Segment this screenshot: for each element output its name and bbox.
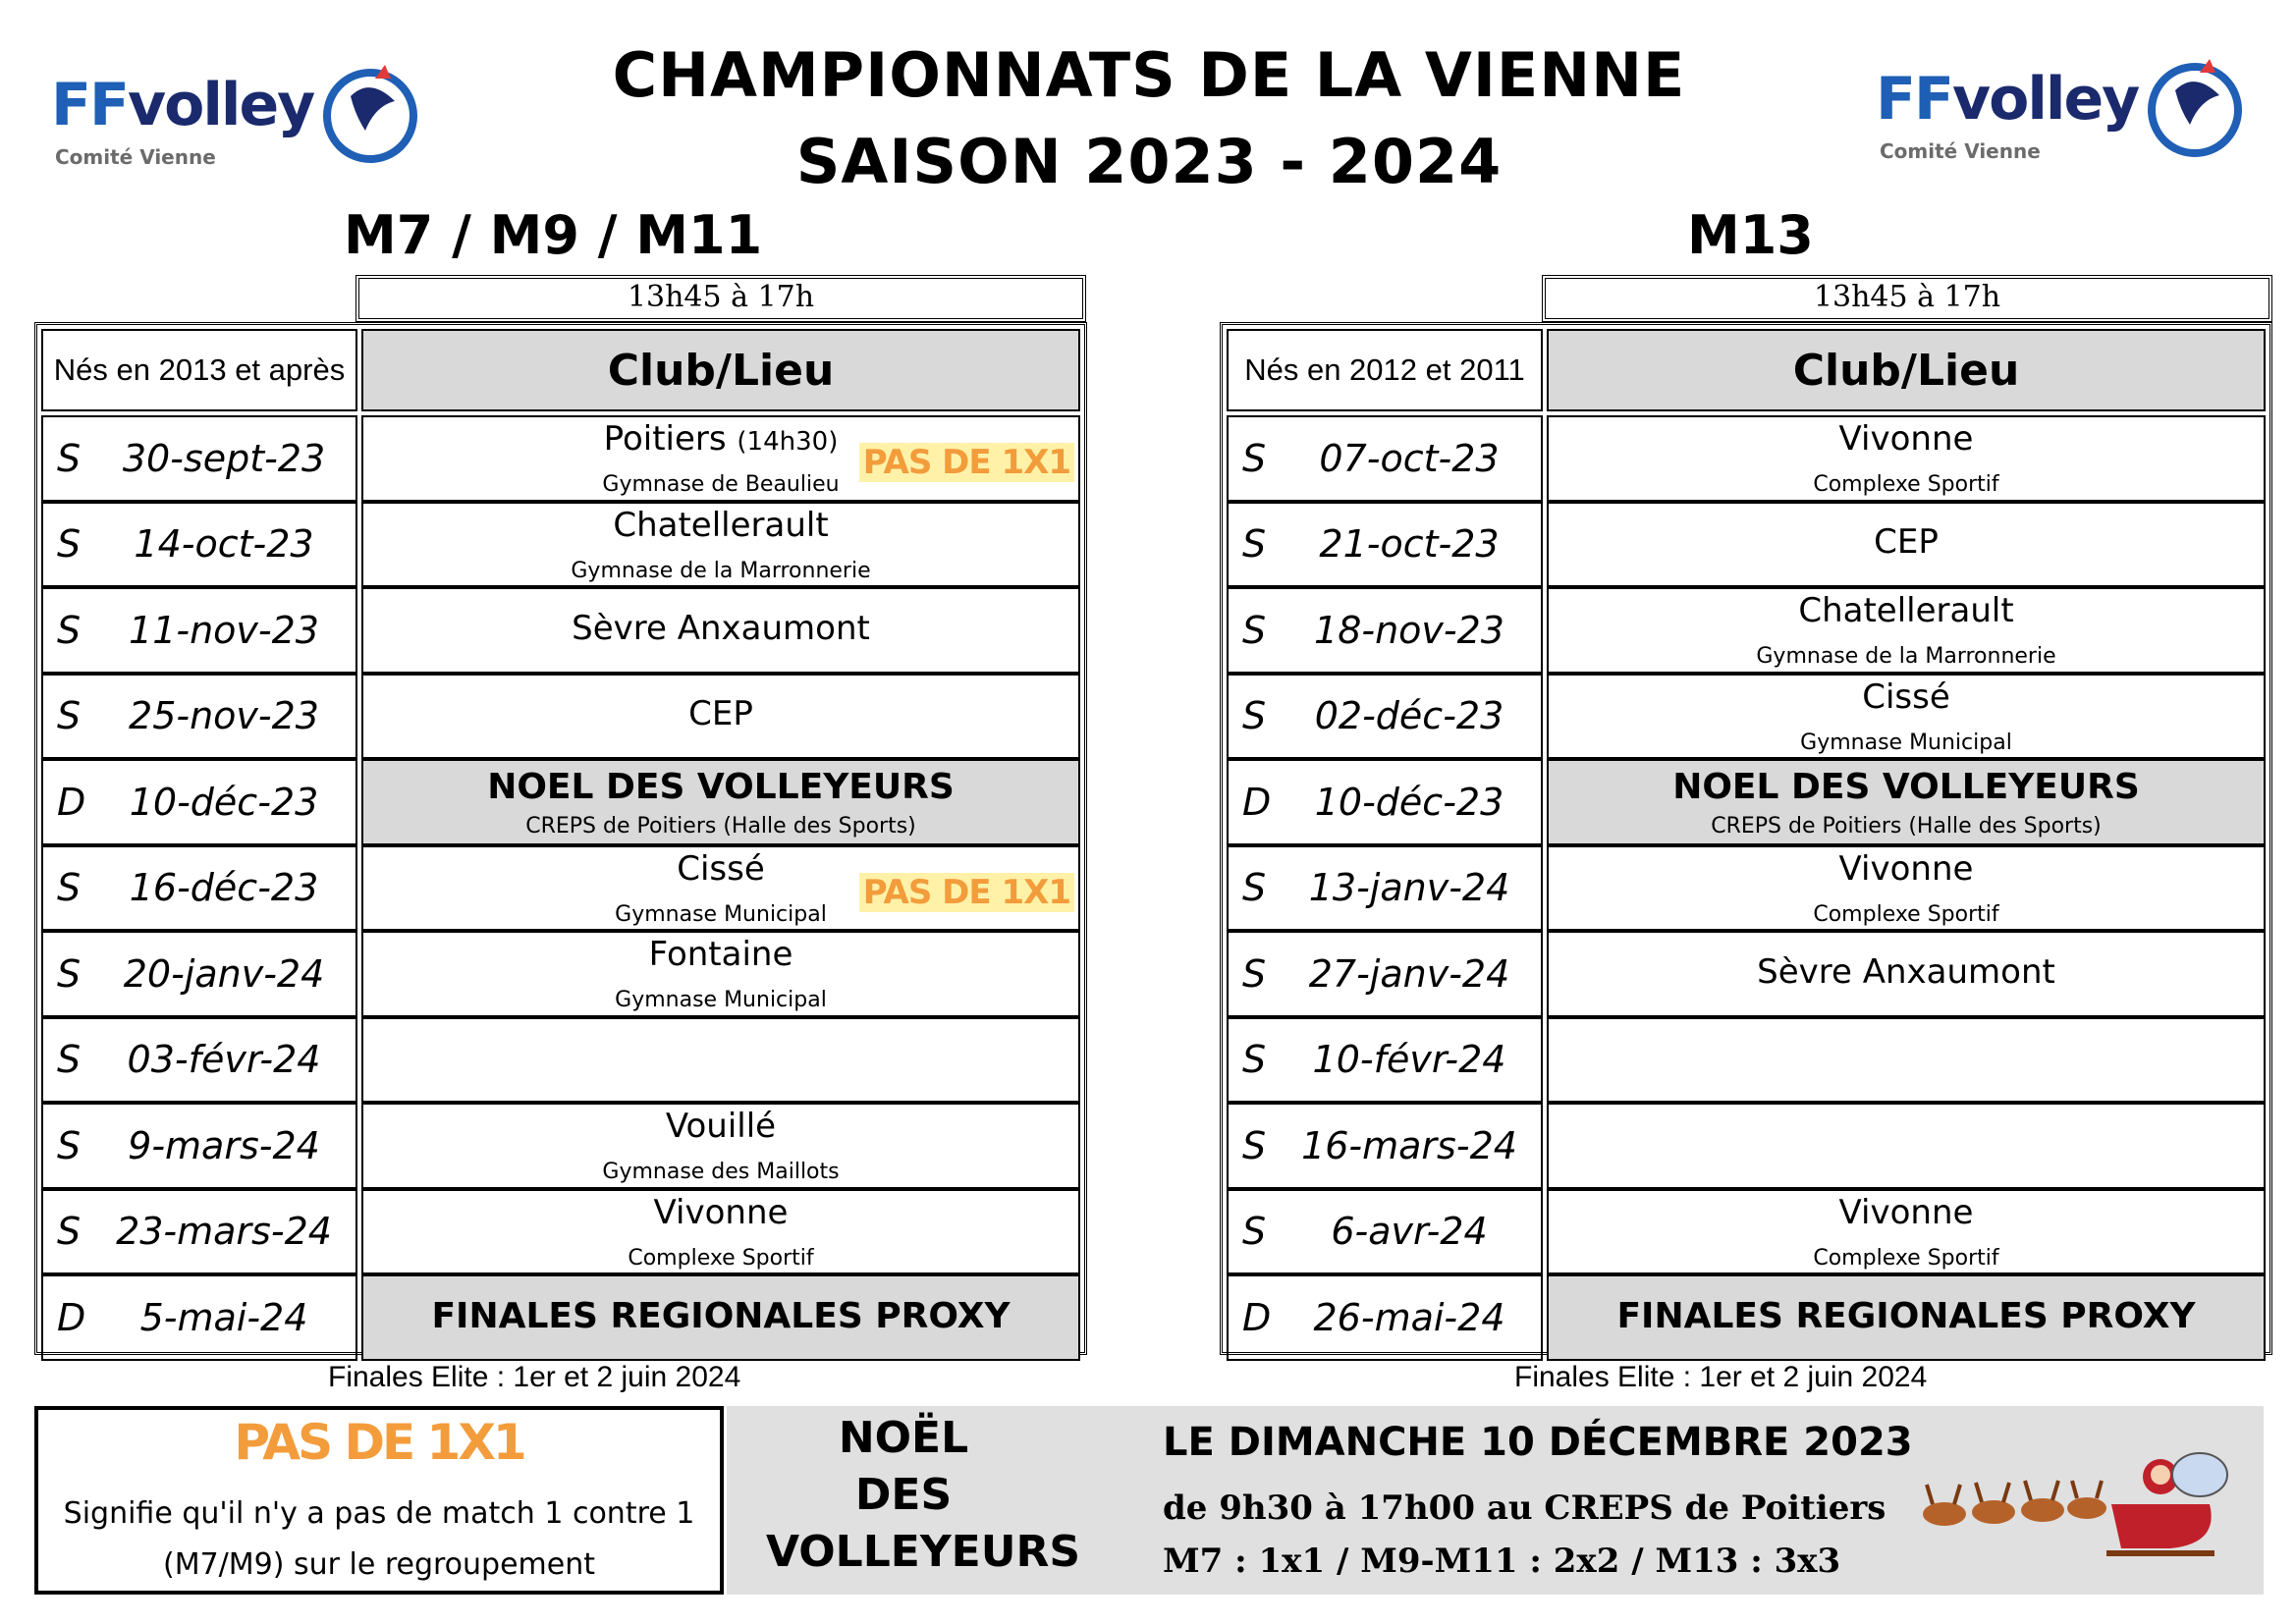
day-letter: S [1242, 1123, 1267, 1167]
date-cell [41, 1274, 357, 1361]
day-letter: S [57, 866, 82, 910]
venue-cell [1547, 931, 2266, 1017]
legend-line-2: (M7/M9) sur le regroupement [162, 1547, 595, 1582]
venue-name: Gymnase de la Marronnerie [571, 558, 871, 583]
day-letter: S [57, 522, 82, 567]
rooster-emblem-icon [316, 57, 424, 165]
noel-banner [727, 1406, 2264, 1595]
date-cell [41, 674, 357, 760]
club-name: Cissé [1862, 677, 1950, 717]
season-title: SAISON 2023 - 2024 [795, 126, 1503, 197]
date-text: 16-déc-23 [129, 866, 319, 910]
day-letter: S [57, 608, 82, 652]
club-name: Cissé [677, 848, 765, 889]
venue-cell [1547, 1017, 2266, 1104]
day-letter: S [1242, 1038, 1267, 1082]
elite-note-right: Finales Elite : 1er et 2 juin 2024 [1514, 1361, 1928, 1393]
venue-cell [1547, 1189, 2266, 1275]
born-header: Nés en 2012 et 2011 [1227, 329, 1543, 411]
date-cell [1227, 845, 1543, 932]
club-name: Vivonne [1838, 848, 1974, 889]
club-name: Vouillé [665, 1107, 777, 1146]
club-name: Vivonne [653, 1192, 789, 1232]
date-text: 10-févr-24 [1312, 1038, 1506, 1082]
venue-name: Complexe Sportif [1813, 472, 1999, 497]
date-text: 18-nov-23 [1314, 608, 1504, 652]
date-text: 5-mai-24 [139, 1295, 308, 1339]
hours-left: 13h45 à 17h [355, 275, 1086, 322]
date-text: 10-déc-23 [1314, 780, 1504, 824]
noel-title-1: NOËL [838, 1413, 969, 1463]
date-cell [1227, 674, 1543, 760]
date-text: 11-nov-23 [129, 608, 319, 652]
legend-line-1: Signifie qu'il n'y a pas de match 1 contre 1 [63, 1496, 695, 1531]
date-text: 13-janv-24 [1308, 866, 1510, 910]
day-letter: S [1242, 1210, 1267, 1254]
date-cell [41, 845, 357, 932]
day-letter: D [57, 1295, 86, 1339]
venue-cell [1547, 845, 2266, 932]
schedule-left [34, 322, 1087, 1355]
logo-wordmark: FFvolley [1876, 65, 2139, 134]
date-text: 02-déc-23 [1314, 694, 1504, 738]
venue-cell [1547, 674, 2266, 760]
venue-name: Complexe Sportif [1813, 1245, 1999, 1271]
ffvolley-logo-left [51, 57, 424, 175]
date-cell [1227, 1189, 1543, 1275]
venue-cell [361, 759, 1080, 845]
venue-cell [361, 502, 1080, 588]
venue-name: Gymnase de Beaulieu [602, 472, 840, 497]
club-header: Club/Lieu [361, 329, 1080, 411]
date-cell [1227, 1017, 1543, 1104]
date-text: 9-mars-24 [128, 1123, 320, 1167]
venue-cell [361, 931, 1080, 1017]
pas-de-1x1-badge: PAS DE 1X1 [859, 443, 1074, 482]
venue-cell [361, 1189, 1080, 1275]
club-name: Vivonne [1838, 1192, 1974, 1232]
venue-name: CREPS de Poitiers (Halle des Sports) [525, 814, 916, 839]
time-note: (14h30) [737, 427, 839, 457]
venue-name: Gymnase de la Marronnerie [1756, 644, 2056, 669]
venue-cell [1547, 587, 2266, 674]
venue-name: CREPS de Poitiers (Halle des Sports) [1711, 814, 2102, 839]
noel-time-place: de 9h30 à 17h00 au CREPS de Poitiers [1163, 1489, 1886, 1528]
club-name: Fontaine [648, 935, 793, 974]
date-cell [1227, 759, 1543, 845]
day-letter: S [57, 436, 82, 480]
venue-name: Gymnase Municipal [615, 988, 827, 1012]
club-name: Vivonne [1838, 419, 1974, 459]
born-header: Nés en 2013 et après [41, 329, 357, 411]
club-name: Chatellerault [1798, 591, 2014, 630]
date-cell [41, 415, 357, 502]
day-letter: S [1242, 951, 1267, 996]
date-cell [1227, 415, 1543, 502]
ffvolley-logo-right [1876, 51, 2249, 169]
pas-de-1x1-badge: PAS DE 1X1 [859, 873, 1074, 912]
finals-title: FINALES REGIONALES PROXY [1616, 1296, 2196, 1336]
day-letter: S [1242, 694, 1267, 738]
venue-name: Gymnase Municipal [615, 901, 827, 927]
logo-subtitle: Comité Vienne [55, 145, 216, 169]
date-cell [1227, 1274, 1543, 1361]
venue-cell [361, 587, 1080, 674]
date-text: 23-mars-24 [116, 1210, 332, 1254]
venue-name: Complexe Sportif [1813, 901, 1999, 927]
day-letter: D [1242, 1295, 1272, 1339]
date-cell [1227, 1103, 1543, 1189]
venue-cell [361, 674, 1080, 760]
venue-cell [361, 1017, 1080, 1104]
venue-name: Gymnase des Maillots [602, 1160, 840, 1184]
date-cell [41, 1017, 357, 1104]
date-text: 10-déc-23 [129, 780, 319, 824]
logo-subtitle: Comité Vienne [1880, 139, 2041, 163]
date-cell [41, 1103, 357, 1189]
day-letter: D [1242, 780, 1272, 824]
pas-de-1x1-label: PAS DE 1X1 [234, 1414, 524, 1471]
category-right: M13 [1687, 204, 1814, 266]
venue-cell [361, 845, 1080, 932]
day-letter: S [1242, 866, 1267, 910]
venue-cell [361, 415, 1080, 502]
hours-right: 13h45 à 17h [1542, 275, 2272, 322]
date-text: 03-févr-24 [127, 1038, 321, 1082]
noel-formats: M7 : 1x1 / M9-M11 : 2x2 / M13 : 3x3 [1163, 1542, 1841, 1581]
day-letter: S [57, 951, 82, 996]
date-cell [41, 587, 357, 674]
date-text: 07-oct-23 [1319, 436, 1500, 480]
date-text: 25-nov-23 [129, 694, 319, 738]
venue-cell [1547, 502, 2266, 588]
venue-cell [1547, 1274, 2266, 1361]
date-cell [1227, 587, 1543, 674]
club-name: Poitiers (14h30) [603, 419, 839, 459]
date-text: 14-oct-23 [134, 522, 314, 567]
club-name: Sèvre Anxaumont [572, 608, 870, 648]
venue-cell [1547, 1103, 2266, 1189]
category-left: M7 / M9 / M11 [344, 204, 763, 266]
date-text: 21-oct-23 [1319, 522, 1500, 567]
date-text: 27-janv-24 [1308, 951, 1510, 996]
finals-title: FINALES REGIONALES PROXY [431, 1296, 1011, 1336]
date-cell [41, 502, 357, 588]
club-name: CEP [1874, 522, 1939, 563]
day-letter: S [1242, 608, 1267, 652]
venue-cell [361, 1274, 1080, 1361]
date-cell [41, 931, 357, 1017]
santa-sleigh-icon [1915, 1435, 2239, 1573]
noel-event-title: NOEL DES VOLLEYEURS [1672, 767, 2140, 807]
date-cell [41, 1189, 357, 1275]
venue-name: Complexe Sportif [628, 1245, 814, 1271]
noel-title-2: DES [854, 1470, 953, 1520]
noel-event-title: NOEL DES VOLLEYEURS [487, 767, 955, 807]
day-letter: D [57, 780, 86, 824]
date-text: 30-sept-23 [122, 436, 326, 480]
noel-date: LE DIMANCHE 10 DÉCEMBRE 2023 [1163, 1420, 1913, 1465]
club-name: Chatellerault [613, 505, 829, 545]
venue-cell [1547, 759, 2266, 845]
schedule-right [1220, 322, 2272, 1355]
day-letter: S [57, 1210, 82, 1254]
elite-note-left: Finales Elite : 1er et 2 juin 2024 [328, 1361, 741, 1393]
day-letter: S [57, 694, 82, 738]
logo-wordmark: FFvolley [51, 71, 314, 139]
day-letter: S [57, 1123, 82, 1167]
venue-name: Gymnase Municipal [1800, 730, 2012, 755]
date-cell [1227, 502, 1543, 588]
date-text: 6-avr-24 [1331, 1210, 1488, 1254]
date-cell [41, 759, 357, 845]
date-text: 26-mai-24 [1313, 1295, 1505, 1339]
venue-cell [1547, 415, 2266, 502]
club-name: CEP [688, 694, 753, 734]
day-letter: S [1242, 436, 1267, 480]
date-text: 20-janv-24 [123, 951, 325, 996]
noel-title-3: VOLLEYEURS [766, 1527, 1081, 1577]
day-letter: S [57, 1038, 82, 1082]
club-header: Club/Lieu [1547, 329, 2266, 411]
rooster-emblem-icon [2141, 51, 2249, 159]
page-title: CHAMPIONNATS DE LA VIENNE [612, 39, 1686, 111]
legend-box [34, 1406, 724, 1595]
date-text: 16-mars-24 [1301, 1123, 1517, 1167]
venue-cell [361, 1103, 1080, 1189]
club-name: Sèvre Anxaumont [1757, 951, 2055, 992]
date-cell [1227, 931, 1543, 1017]
day-letter: S [1242, 522, 1267, 567]
